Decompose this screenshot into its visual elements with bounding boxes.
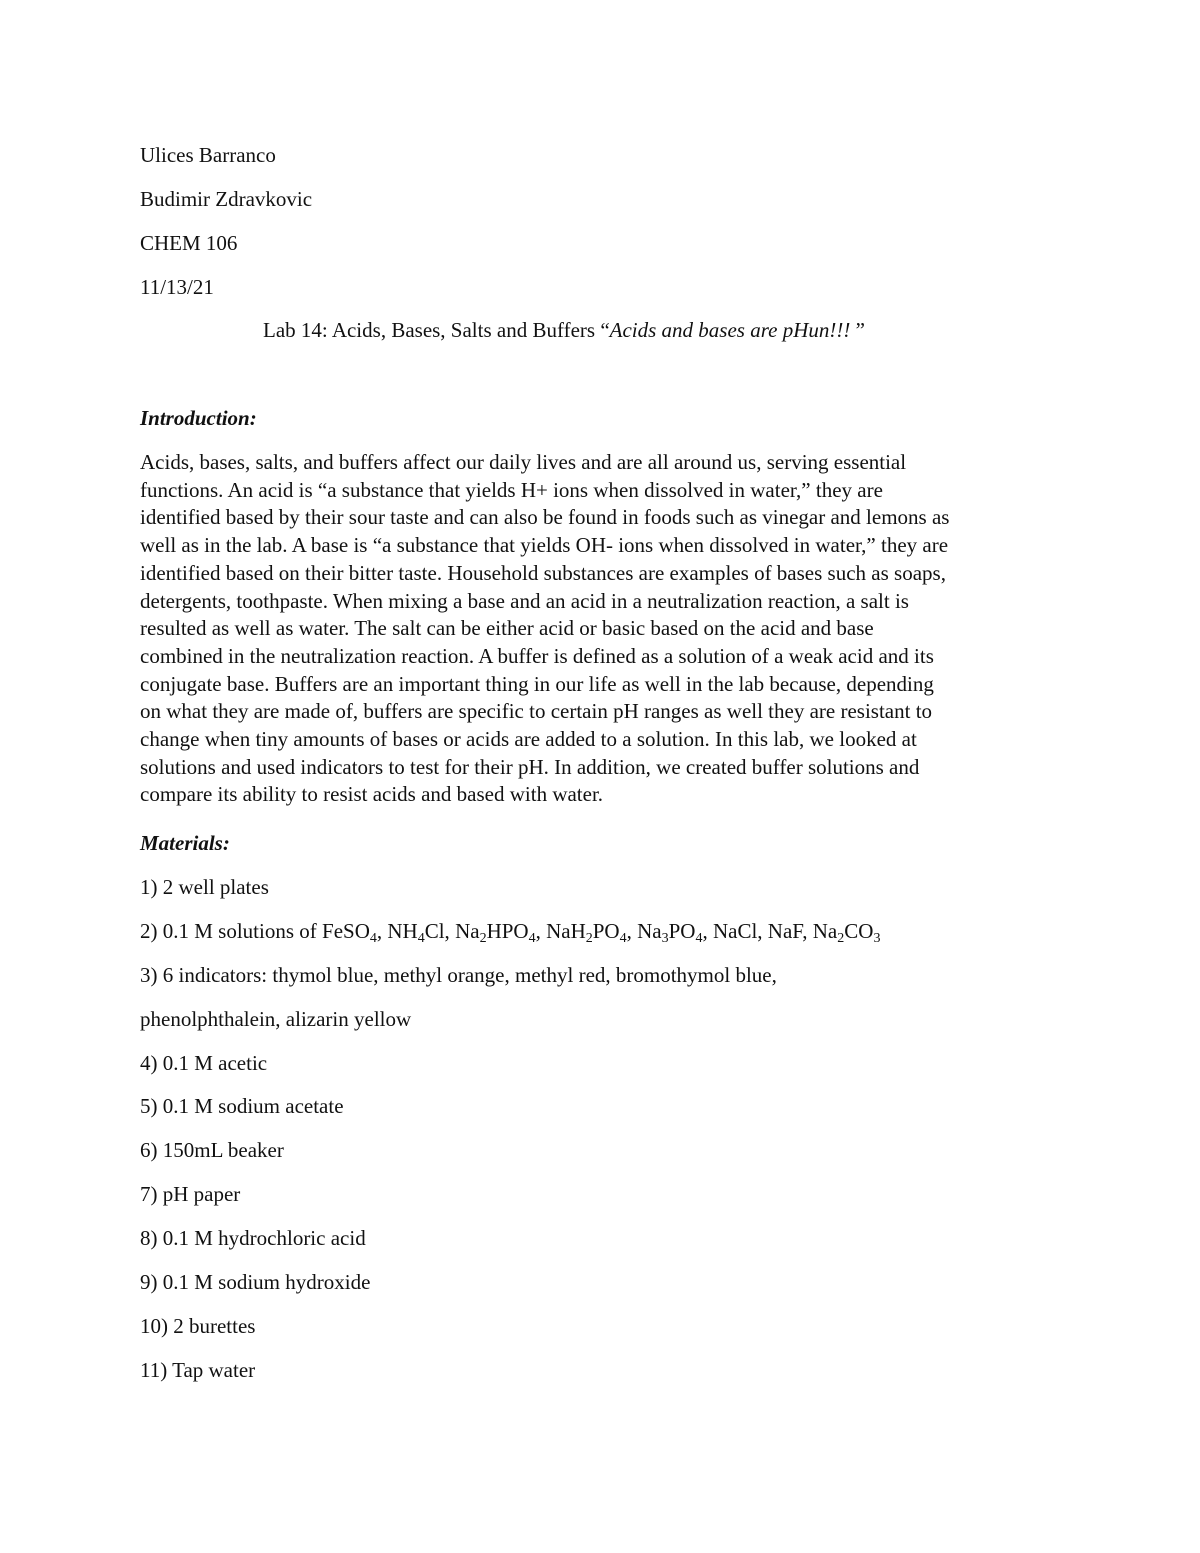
course-code: CHEM 106 — [140, 231, 238, 255]
material-item-8: 8) 0.1 M hydrochloric acid — [140, 1226, 366, 1250]
introduction-paragraph — [140, 449, 1060, 809]
intro-line: resulted as well as water. The salt can be either acid or basic based on the acid and base — [140, 616, 874, 641]
formula-part: CO — [844, 919, 874, 943]
subscript: 3 — [661, 931, 669, 946]
material-item-3: 3) 6 indicators: thymol blue, methyl orange, methyl red, bromothymol blue, — [140, 963, 777, 987]
formula-naf: NaF, — [767, 919, 813, 943]
subscript: 2 — [837, 931, 845, 946]
separator: , — [376, 919, 388, 943]
subscript: 4 — [528, 931, 536, 946]
student-name: Ulices Barranco — [140, 143, 276, 167]
lab-title — [263, 317, 865, 344]
intro-line: combined in the neutralization reaction. A buffer is defined as a solution of a weak acid and its — [140, 643, 934, 668]
subscript: 4 — [619, 931, 627, 946]
material-item-10: 10) 2 burettes — [140, 1314, 256, 1338]
intro-line: compare its ability to resist acids and based with water. — [140, 782, 604, 807]
separator: , — [702, 919, 713, 943]
formula-na3po4: Na — [637, 919, 662, 943]
material-item-6: 6) 150mL beaker — [140, 1138, 284, 1162]
material-item-4: 4) 0.1 M acetic — [140, 1051, 268, 1075]
intro-line: functions. An acid is “a substance that yields H+ ions when dissolved in water,” they are — [140, 477, 883, 502]
intro-line: on what they are made of, buffers are specific to certain pH ranges as well they are resistant to — [140, 699, 933, 724]
material-item-5: 5) 0.1 M sodium acetate — [140, 1094, 344, 1118]
date: 11/13/21 — [140, 275, 214, 299]
material-item-1: 1) 2 well plates — [140, 875, 269, 899]
subscript: 2 — [585, 931, 593, 946]
formula-na2hpo4: Na — [455, 919, 480, 943]
material-item-11: 11) Tap water — [140, 1358, 256, 1382]
formula-part: HPO — [486, 919, 529, 943]
separator: , — [626, 919, 638, 943]
intro-line: well as in the lab. A base is “a substance that yields OH- ions when dissolved in water,” they are — [140, 533, 949, 558]
lab-title-italic: Acids and bases are pHun!!! — [609, 318, 851, 342]
formula-part: PO — [668, 919, 696, 943]
lab-title-suffix: ” — [850, 318, 865, 342]
intro-line: change when tiny amounts of bases or acids are added to a solution. In this lab, we looked at — [140, 727, 917, 752]
intro-line: identified based by their sour taste and can also be found in foods such as vinegar and lemons as — [140, 505, 950, 530]
formula-nh4cl: NH — [387, 919, 418, 943]
intro-line: solutions and used indicators to test for their pH. In addition, we created buffer solutions and — [140, 754, 920, 779]
formula-part: Cl, — [424, 919, 456, 943]
subscript: 2 — [479, 931, 487, 946]
subscript: 4 — [417, 931, 425, 946]
intro-line: Acids, bases, salts, and buffers affect our daily lives and are all around us, serving essential — [140, 450, 907, 474]
intro-line: identified based on their bitter taste. Household substances are examples of bases such as soaps, — [140, 560, 946, 585]
material-item-7: 7) pH paper — [140, 1182, 241, 1206]
material-item-2 — [140, 918, 880, 945]
subscript: 4 — [695, 931, 703, 946]
intro-line: detergents, toothpaste. When mixing a base and an acid in a neutralization reaction, a salt is — [140, 588, 909, 613]
formula-nacl: NaCl, — [712, 919, 768, 943]
lab-title-prefix: Lab 14: Acids, Bases, Salts and Buffers “ — [263, 318, 610, 342]
subscript: 3 — [873, 931, 881, 946]
material-item-3-continued: phenolphthalein, alizarin yellow — [140, 1007, 412, 1031]
formula-feso4: FeSO — [322, 919, 370, 943]
subscript: 4 — [369, 931, 377, 946]
introduction-heading: Introduction: — [140, 406, 257, 430]
material-item-9: 9) 0.1 M sodium hydroxide — [140, 1270, 371, 1294]
formula-nah2po4: NaH — [546, 919, 586, 943]
formula-na2co3: Na — [812, 919, 838, 943]
separator: , — [535, 919, 547, 943]
materials-heading: Materials: — [140, 831, 230, 855]
intro-line: conjugate base. Buffers are an important thing in our life as well in the lab because, depending — [140, 671, 934, 696]
item2-prefix: 2) 0.1 M solutions of — [140, 919, 323, 943]
formula-part: PO — [592, 919, 620, 943]
instructor-name: Budimir Zdravkovic — [140, 187, 313, 211]
